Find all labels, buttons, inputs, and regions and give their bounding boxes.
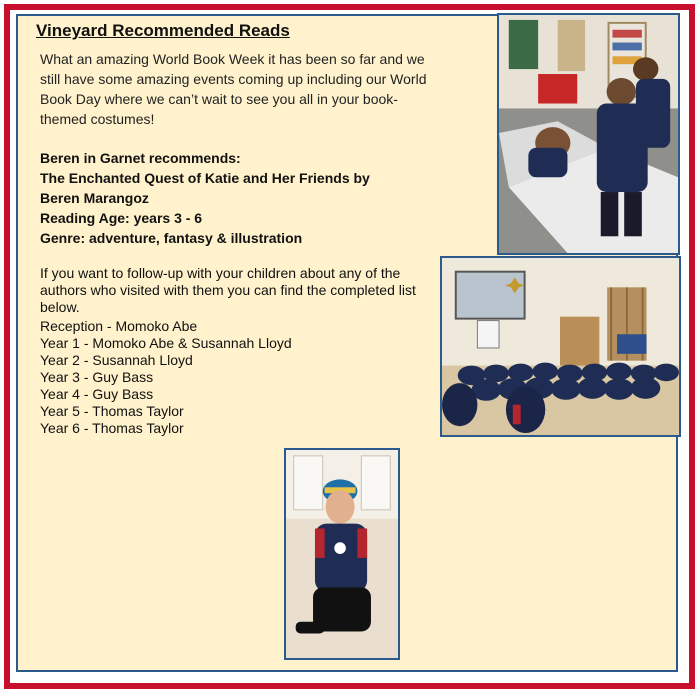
recommendation-intro: Beren in Garnet recommends: <box>40 150 241 166</box>
book-author: Beren Marangoz <box>40 190 149 206</box>
author-list <box>40 318 292 437</box>
list-item: Year 2 - Susannah Lloyd <box>40 352 193 368</box>
assembly-hall-photo <box>440 256 681 437</box>
followup-paragraph: If you want to follow-up with your children about any of the authors who visited with them you can find the completed list below. <box>40 265 416 315</box>
reading-age: Reading Age: years 3 - 6 <box>40 210 203 226</box>
book-genre: Genre: adventure, fantasy & illustration <box>40 230 303 246</box>
list-item: Year 1 - Momoko Abe & Susannah Lloyd <box>40 335 292 351</box>
pupil-portrait-photo <box>284 448 400 660</box>
list-item: Year 3 - Guy Bass <box>40 369 154 385</box>
page-title: Vineyard Recommended Reads <box>36 21 290 40</box>
list-item: Year 4 - Guy Bass <box>40 386 154 402</box>
list-item: Year 6 - Thomas Taylor <box>40 420 184 436</box>
intro-paragraph: What an amazing World Book Week it has been so far and we still have some amazing events coming up including our World Book Day where we can’t wait to see you all in your book- themed costumes! <box>40 51 427 127</box>
list-item: Reception - Momoko Abe <box>40 318 198 334</box>
classroom-reading-photo <box>497 13 680 255</box>
book-title: The Enchanted Quest of Katie and Her Friends by <box>40 170 370 186</box>
recommendation-block <box>40 148 370 248</box>
list-item: Year 5 - Thomas Taylor <box>40 403 184 419</box>
